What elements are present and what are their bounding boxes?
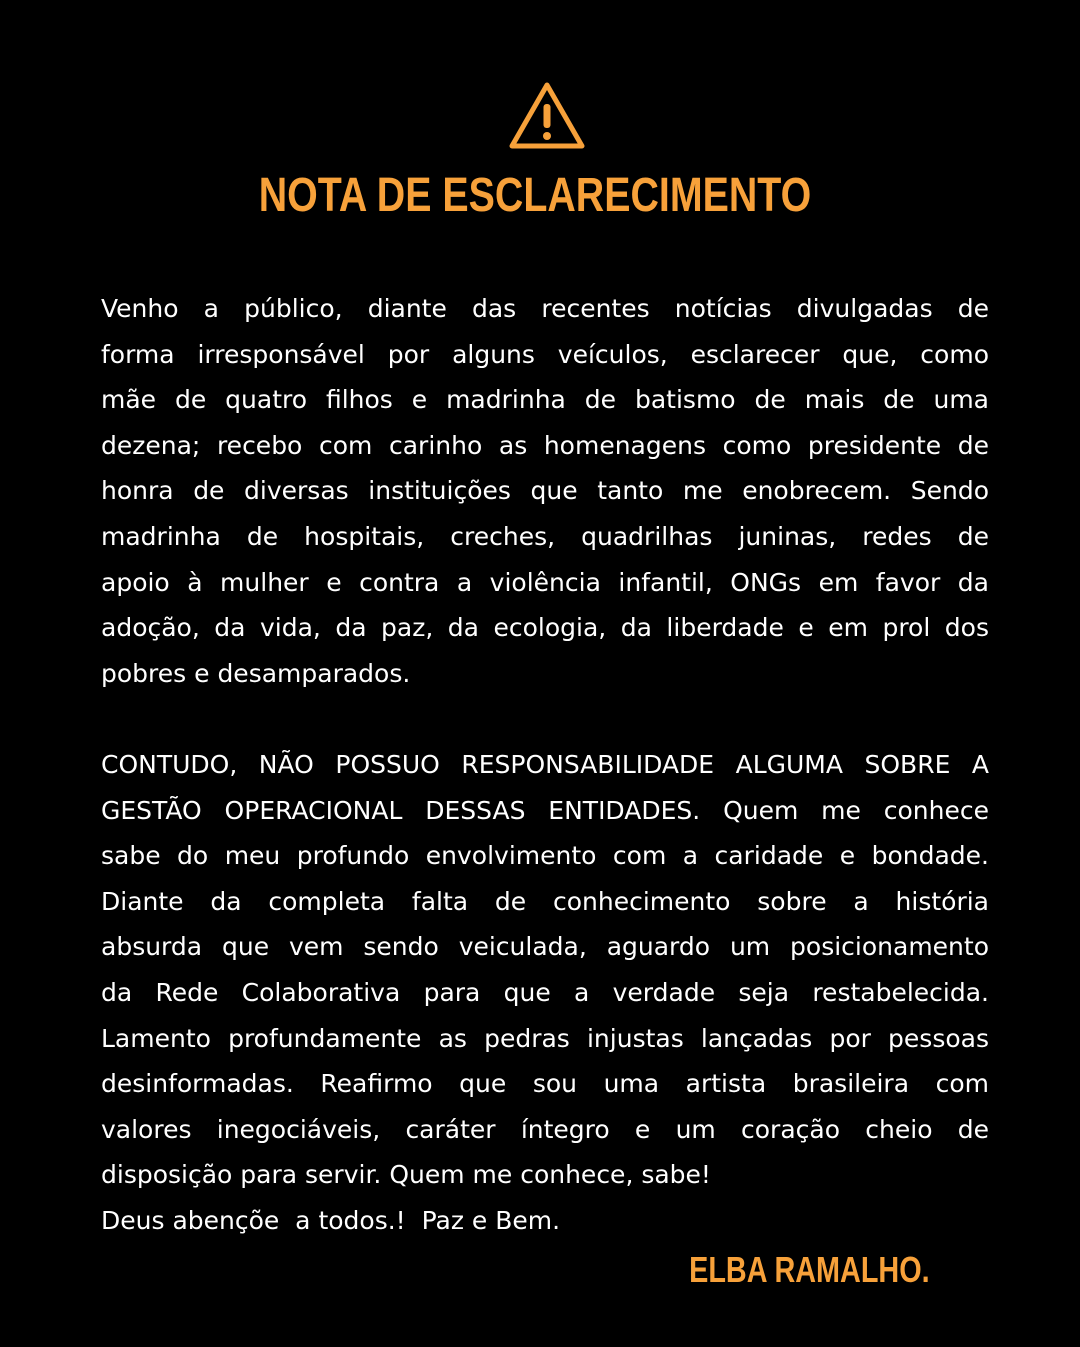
paragraph-1 [101,286,989,696]
paragraph-2-line: desinformadas. Reafirmo que sou uma artista brasileira com [101,1069,989,1099]
paragraph-2-line: Deus abençõe a todos.! Paz e Bem. [101,1205,561,1235]
paragraph-2-line: GESTÃO OPERACIONAL DESSAS ENTIDADES. Quem me conhece [101,795,989,825]
paragraph-1-line: honra de diversas instituições que tanto me enobrecem. Sendo [101,476,989,506]
paragraph-2-line: absurda que vem sendo veiculada, aguardo um posicionamento [101,932,989,962]
paragraph-1-line: madrinha de hospitais, creches, quadrilhas juninas, redes de [101,521,989,551]
paragraph-1-line: forma irresponsável por alguns veículos, esclarecer que, como [101,339,989,369]
paragraph-1-line: adoção, da vida, da paz, da ecologia, da liberdade e em prol dos [101,613,989,643]
signature: ELBA RAMALHO. [689,1249,930,1290]
paragraph-2-line: CONTUDO, NÃO POSSUO RESPONSABILIDADE ALGUMA SOBRE A [101,750,989,779]
paragraph-1-line: mãe de quatro filhos e madrinha de batismo de mais de uma [101,385,989,415]
paragraph-2-line: Lamento profundamente as pedras injustas lançadas por pessoas [101,1023,989,1053]
paragraph-1-line: Venho a público, diante das recentes notícias divulgadas de [101,294,989,323]
paragraph-2-line: valores inegociáveis, caráter íntegro e um coração cheio de [101,1114,989,1144]
paragraph-2 [101,742,989,1244]
paragraph-1-line: pobres e desamparados. [101,658,411,688]
paragraph-1-line: apoio à mulher e contra a violência infantil, ONGs em favor da [101,567,989,597]
paragraph-1-line: dezena; recebo com carinho as homenagens como presidente de [101,430,989,460]
paragraph-2-line: da Rede Colaborativa para que a verdade seja restabelecida. [101,977,989,1007]
warning-triangle-icon [507,80,587,152]
paragraph-2-line: Diante da completa falta de conhecimento sobre a história [101,886,989,916]
page-title: NOTA DE ESCLARECIMENTO [258,169,812,222]
paragraph-2-line: sabe do meu profundo envolvimento com a caridade e bondade. [101,841,989,871]
paragraph-2-line: disposição para servir. Quem me conhece, sabe! [101,1160,711,1190]
